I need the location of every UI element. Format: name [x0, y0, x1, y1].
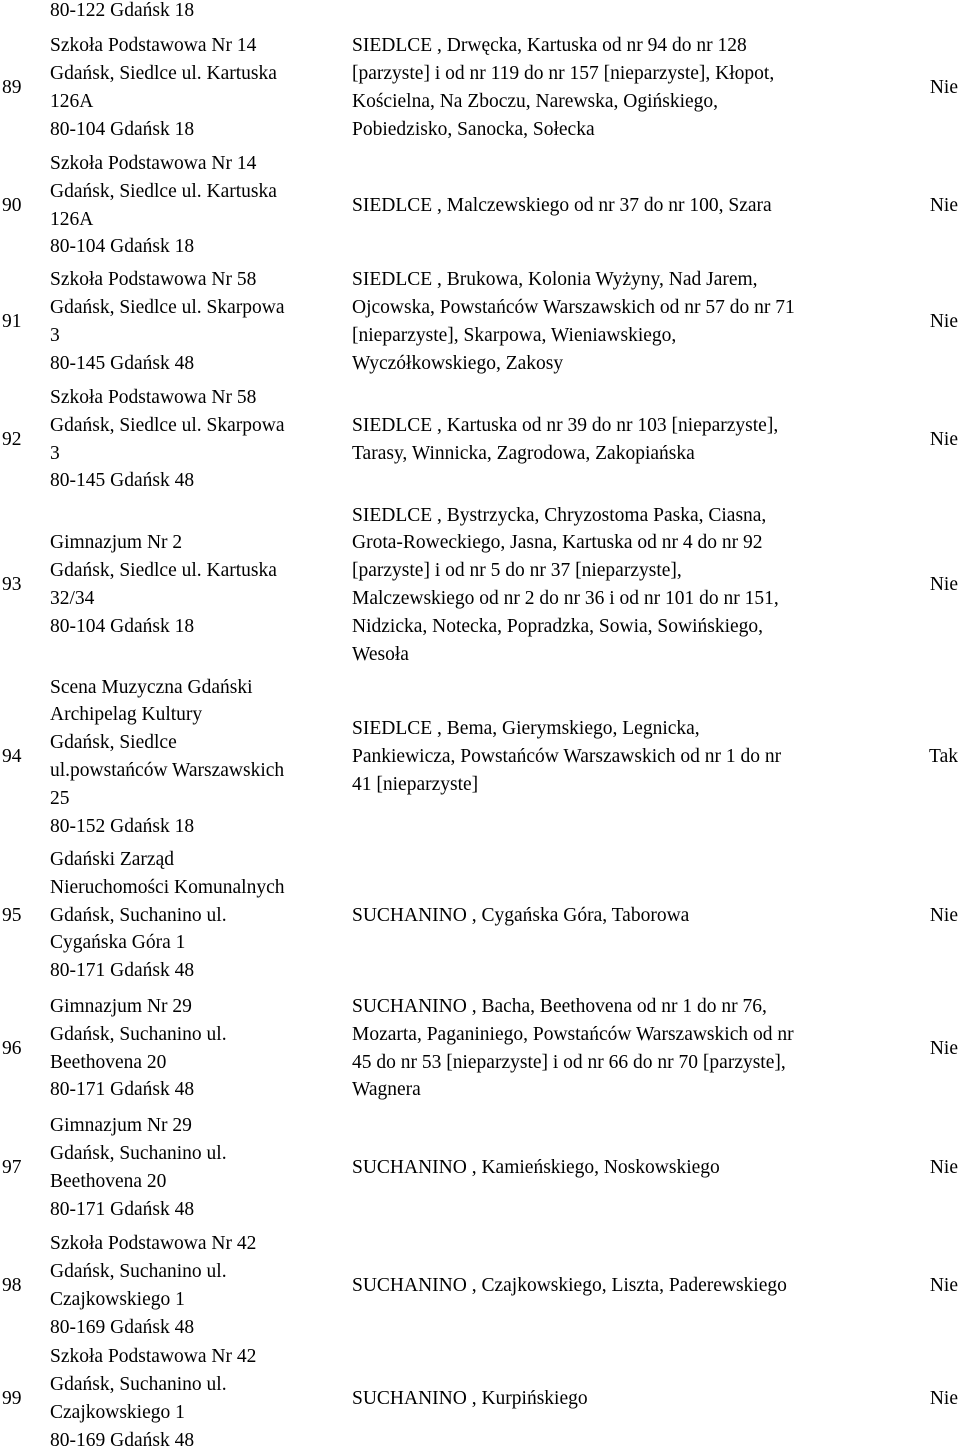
address-line: Scena Muzyczna Gdański — [50, 676, 253, 698]
boundary-line: SUCHANINO , Cygańska Góra, Taborowa — [352, 904, 690, 926]
boundary-line: Tarasy, Winnicka, Zagrodowa, Zakopiańska — [352, 442, 695, 464]
address-line: Gdańsk, Suchanino ul. — [50, 1023, 227, 1045]
polling-station-address — [50, 529, 348, 640]
district-number: 98 — [2, 1275, 22, 1297]
accessibility-flag: Nie — [929, 1157, 958, 1179]
boundary-line: Pobiedzisko, Sanocka, Sołecka — [352, 118, 595, 140]
boundary-line: Wyczółkowskiego, Zakosy — [352, 352, 564, 374]
district-boundaries — [352, 1272, 900, 1300]
polling-station-address — [50, 266, 348, 377]
district-number: 97 — [2, 1157, 22, 1179]
table-row — [0, 32, 960, 144]
address-line: 32/34 — [50, 588, 95, 609]
table-row — [0, 500, 960, 670]
polling-station-address — [50, 150, 348, 261]
address-line: 3 — [50, 442, 60, 464]
boundary-line: Wesoła — [352, 643, 409, 665]
address-line: Beethovena 20 — [50, 1171, 167, 1192]
polling-station-address — [50, 993, 348, 1104]
boundary-line: Pankiewicza, Powstańców Warszawskich od nr 1 do nr — [352, 746, 782, 768]
boundary-line: SIEDLCE , Kartuska od nr 39 do nr 103 [nieparzyste], — [352, 414, 779, 436]
address-line: 80-145 Gdańsk 48 — [50, 470, 195, 492]
address-line: Gdańsk, Suchanino ul. — [50, 1374, 227, 1396]
address-line: Archipelag Kultury — [50, 704, 203, 726]
accessibility-flag: Nie — [929, 1037, 958, 1059]
address-line: Beethovena 20 — [50, 1051, 167, 1073]
boundary-line: SUCHANINO , Kamieńskiego, Noskowskiego — [352, 1157, 720, 1179]
address-line: Gdańsk, Siedlce ul. Kartuska — [50, 180, 277, 202]
address-line: 80-169 Gdańsk 48 — [50, 1316, 195, 1338]
table-row — [0, 1228, 960, 1344]
table-row — [0, 382, 960, 497]
address-line: Gdańsk, Suchanino ul. — [50, 1261, 227, 1283]
address-line: Gimnazjum Nr 2 — [50, 532, 183, 554]
district-boundaries — [352, 502, 900, 669]
address-line: Gdańsk, Suchanino ul. — [50, 904, 227, 926]
address-line: 80-171 Gdańsk 48 — [50, 1198, 195, 1220]
accessibility-flag: Nie — [929, 1275, 958, 1297]
polling-station-address — [50, 384, 348, 495]
district-number: 96 — [2, 1037, 22, 1059]
address-line: Czajkowskiego 1 — [50, 1402, 185, 1423]
accessibility-flag: Nie — [929, 574, 958, 596]
boundary-line: Mozarta, Paganiniego, Powstańców Warszawskich od nr — [352, 1023, 794, 1045]
table-row — [0, 150, 960, 261]
accessibility-flag: Nie — [929, 77, 958, 99]
district-boundaries — [352, 902, 900, 930]
address-line: 80-104 Gdańsk 18 — [50, 615, 195, 637]
boundary-line: SIEDLCE , Drwęcka, Kartuska od nr 94 do nr 128 — [352, 35, 747, 57]
boundary-line: SUCHANINO , Czajkowskiego, Liszta, Paderewskiego — [352, 1275, 787, 1297]
address-line: Gdańsk, Suchanino ul. — [50, 1143, 227, 1165]
polling-station-address — [50, 1112, 348, 1223]
address-line: Gdańsk, Siedlce ul. Skarpowa — [50, 297, 285, 319]
boundary-line: Wagnera — [352, 1079, 421, 1101]
polling-station-address — [50, 1343, 348, 1454]
district-number: 89 — [2, 77, 22, 99]
address-line: 80-152 Gdańsk 18 — [50, 815, 195, 837]
district-boundaries — [352, 192, 900, 220]
boundary-line: SIEDLCE , Bystrzycka, Chryzostoma Paska, Ciasna, — [352, 504, 767, 526]
accessibility-flag: Nie — [929, 1388, 958, 1410]
address-line: 80-104 Gdańsk 18 — [50, 118, 195, 140]
boundary-line: SIEDLCE , Brukowa, Kolonia Wyżyny, Nad Jarem, — [352, 269, 758, 291]
district-boundaries — [352, 715, 900, 798]
address-line: Cygańska Góra 1 — [50, 932, 186, 954]
table-row — [0, 672, 960, 842]
boundary-line: SIEDLCE , Malczewskiego od nr 37 do nr 100, Szara — [352, 194, 772, 216]
accessibility-flag: Nie — [929, 194, 958, 216]
address-line: Gdańsk, Siedlce ul. Skarpowa — [50, 414, 285, 436]
address-line: 126A — [50, 208, 94, 230]
boundary-line: Nidzicka, Notecka, Popradzka, Sowia, Sowińskiego, — [352, 615, 764, 637]
accessibility-flag: Tak — [929, 746, 958, 768]
polling-station-address — [50, 32, 348, 143]
boundary-line: Malczewskiego od nr 2 do nr 36 i od nr 101 do nr 151, — [352, 588, 779, 609]
district-number: 99 — [2, 1388, 22, 1410]
address-line: Szkoła Podstawowa Nr 14 — [50, 152, 257, 174]
district-boundaries — [352, 1154, 900, 1182]
accessibility-flag: Nie — [929, 428, 958, 450]
district-boundaries — [352, 266, 900, 377]
district-number: 90 — [2, 194, 22, 216]
table-row — [0, 264, 960, 380]
address-line: Szkoła Podstawowa Nr 58 — [50, 269, 257, 291]
address-line: 80-145 Gdańsk 48 — [50, 352, 195, 374]
district-number: 91 — [2, 311, 22, 333]
boundary-line: Kościelna, Na Zboczu, Narewska, Ogińskiego, — [352, 91, 719, 112]
boundary-line: SUCHANINO , Kurpińskiego — [352, 1388, 588, 1410]
district-boundaries — [352, 32, 900, 143]
table-row — [0, 1110, 960, 1226]
previous-row-tail: 80-122 Gdańsk 18 — [50, 0, 195, 21]
table-row — [0, 990, 960, 1107]
address-line: Szkoła Podstawowa Nr 58 — [50, 386, 257, 408]
table-row — [0, 844, 960, 987]
district-boundaries — [352, 993, 900, 1104]
district-boundaries — [352, 412, 900, 468]
district-boundaries — [352, 1385, 900, 1413]
address-line: 80-104 Gdańsk 18 — [50, 236, 195, 258]
boundary-line: SUCHANINO , Bacha, Beethovena od nr 1 do nr 76, — [352, 995, 767, 1017]
address-line: Czajkowskiego 1 — [50, 1289, 185, 1310]
boundary-line: 41 [nieparzyste] — [352, 773, 479, 795]
address-line: 80-171 Gdańsk 48 — [50, 1079, 195, 1101]
address-line: Gdańsk, Siedlce — [50, 732, 177, 754]
district-number: 92 — [2, 428, 22, 450]
address-line: ul.powstańców Warszawskich — [50, 760, 285, 781]
table-row — [0, 1344, 960, 1454]
address-line: Szkoła Podstawowa Nr 42 — [50, 1233, 257, 1255]
polling-station-address — [50, 1230, 348, 1341]
accessibility-flag: Nie — [929, 904, 958, 926]
district-number: 93 — [2, 574, 22, 596]
polling-station-address — [50, 674, 348, 841]
address-line: 80-171 Gdańsk 48 — [50, 960, 195, 982]
address-line: 3 — [50, 325, 60, 346]
address-line: Szkoła Podstawowa Nr 42 — [50, 1346, 257, 1368]
polling-station-address — [50, 846, 348, 985]
address-line: 25 — [50, 787, 70, 809]
boundary-line: [parzyste] i od nr 119 do nr 157 [nieparzyste], Kłopot, — [352, 63, 775, 85]
boundary-line: SIEDLCE , Bema, Gierymskiego, Legnicka, — [352, 718, 700, 740]
address-line: Gdańsk, Siedlce ul. Kartuska — [50, 63, 277, 85]
address-line: Szkoła Podstawowa Nr 14 — [50, 35, 257, 57]
boundary-line: Grota-Roweckiego, Jasna, Kartuska od nr 4 do nr 92 — [352, 532, 763, 554]
address-line: Gdańsk, Siedlce ul. Kartuska — [50, 560, 277, 582]
district-number: 94 — [2, 746, 22, 768]
district-number: 95 — [2, 904, 22, 926]
boundary-line: 45 do nr 53 [nieparzyste] i od nr 66 do nr 70 [parzyste], — [352, 1051, 786, 1073]
boundary-line: Ojcowska, Powstańców Warszawskich od nr 57 do nr 71 — [352, 297, 795, 319]
address-line: Gdański Zarząd — [50, 849, 174, 870]
address-line: Gimnazjum Nr 29 — [50, 995, 192, 1017]
boundary-line: [nieparzyste], Skarpowa, Wieniawskiego, — [352, 325, 677, 346]
address-line: Gimnazjum Nr 29 — [50, 1115, 192, 1137]
address-line: Nieruchomości Komunalnych — [50, 876, 285, 898]
accessibility-flag: Nie — [929, 311, 958, 333]
address-line: 126A — [50, 91, 94, 112]
boundary-line: [parzyste] i od nr 5 do nr 37 [nieparzyste], — [352, 560, 682, 582]
address-line: 80-169 Gdańsk 48 — [50, 1429, 195, 1451]
